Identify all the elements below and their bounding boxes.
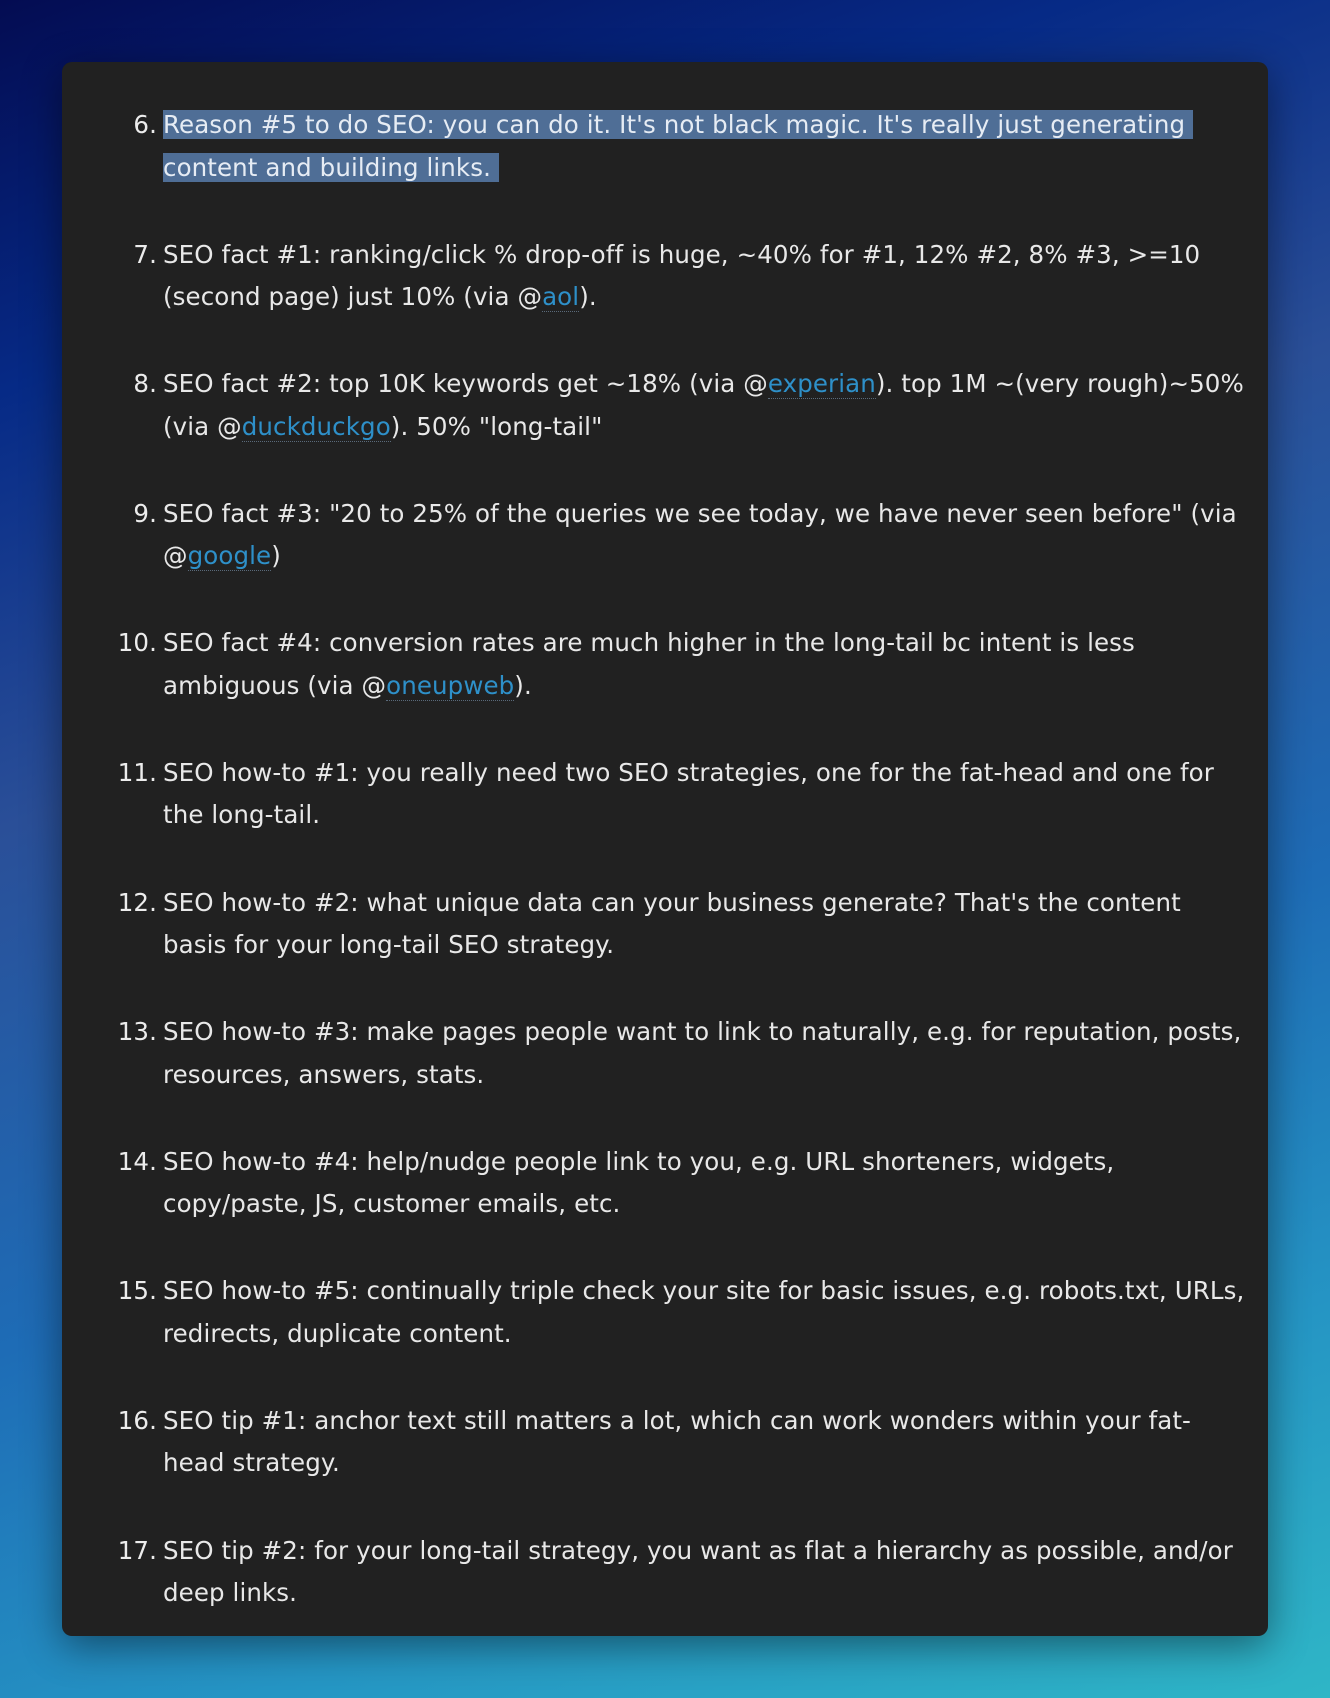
list-item (62, 363, 1268, 449)
list-item-text (163, 1141, 1250, 1226)
list-item (62, 882, 1268, 968)
list-item-text (163, 234, 1250, 319)
text-segment: SEO how-to #2: what unique data can your business generate? That's the content basis for your long-tail SEO strategy. (163, 887, 1181, 960)
list-item (62, 622, 1268, 708)
list-item-text (163, 1530, 1250, 1615)
mention-link[interactable]: experian (767, 369, 876, 399)
text-segment: ). (514, 670, 532, 700)
list-item-number: 10. (117, 628, 157, 658)
list-item (62, 1530, 1268, 1616)
list-item-text (163, 752, 1250, 837)
list-item-number: 15. (117, 1276, 157, 1306)
list-item (62, 1400, 1268, 1486)
list-item (62, 104, 1268, 190)
list-item (62, 1011, 1268, 1097)
list-item-text (163, 1270, 1250, 1355)
numbered-list (62, 104, 1268, 1636)
list-item-number: 16. (117, 1405, 157, 1435)
selected-text[interactable] (163, 110, 1193, 182)
list-item (62, 234, 1268, 320)
list-item-text (163, 1011, 1250, 1096)
text-segment: Reason #5 to do SEO: you can do it. It's not black magic. It's really just generating content and building links. (163, 110, 1186, 182)
list-item-number: 17. (117, 1535, 157, 1565)
content-panel (62, 62, 1268, 1636)
mention-link[interactable]: google (187, 541, 272, 571)
text-segment: SEO tip #2: for your long-tail strategy, you want as flat a hierarchy as possible, and/or deep links. (163, 1535, 1233, 1608)
mention-link[interactable]: aol (542, 282, 580, 312)
list-item-number: 11. (117, 757, 157, 787)
list-item-number: 6. (133, 110, 157, 139)
list-item-number: 12. (117, 887, 157, 917)
list-item (62, 752, 1268, 838)
list-item-number: 13. (117, 1017, 157, 1047)
list-item-text (163, 622, 1250, 707)
mention-link[interactable]: oneupweb (386, 670, 515, 700)
list-item-number: 9. (133, 498, 157, 528)
mention-link[interactable]: duckduckgo (241, 411, 391, 441)
list-item (62, 493, 1268, 579)
list-item-text (163, 104, 1250, 189)
text-segment: ). 50% "long-tail" (390, 411, 603, 441)
list-item-text (163, 882, 1250, 967)
text-segment: ) (271, 541, 281, 571)
list-item-text (163, 493, 1250, 578)
list-item-text (163, 1400, 1250, 1485)
text-segment: SEO how-to #5: continually triple check your site for basic issues, e.g. robots.txt, URLs, redirects, duplicate content. (163, 1276, 1245, 1348)
list-item-text (163, 363, 1250, 448)
text-segment: SEO how-to #1: you really need two SEO strategies, one for the fat-head and one for the long-tail. (163, 757, 1214, 830)
text-segment: SEO how-to #3: make pages people want to link to naturally, e.g. for reputation, posts, resources, answers, stats. (163, 1017, 1242, 1089)
list-item-number: 14. (117, 1146, 157, 1176)
list-item-number: 7. (133, 239, 157, 269)
text-segment: ). (579, 282, 597, 312)
list-item-number: 8. (133, 369, 157, 399)
text-segment: SEO tip #1: anchor text still matters a lot, which can work wonders within your fat-head strategy. (163, 1405, 1191, 1478)
text-segment: SEO fact #4: conversion rates are much higher in the long-tail bc intent is less ambiguous (via @ (163, 628, 1135, 700)
text-segment: ). top 1M ~(very rough)~50% (via @ (163, 369, 1244, 441)
list-item (62, 1141, 1268, 1227)
text-segment: SEO how-to #4: help/nudge people link to you, e.g. URL shorteners, widgets, copy/paste, JS, customer emails, etc. (163, 1146, 1115, 1219)
text-segment: SEO fact #2: top 10K keywords get ~18% (via @ (163, 369, 768, 399)
list-item (62, 1270, 1268, 1356)
text-segment: SEO fact #3: "20 to 25% of the queries we see today, we have never seen before" (via @ (163, 498, 1237, 571)
text-segment: SEO fact #1: ranking/click % drop-off is huge, ~40% for #1, 12% #2, 8% #3, >=10 (second page) just 10% (via @ (163, 239, 1201, 312)
